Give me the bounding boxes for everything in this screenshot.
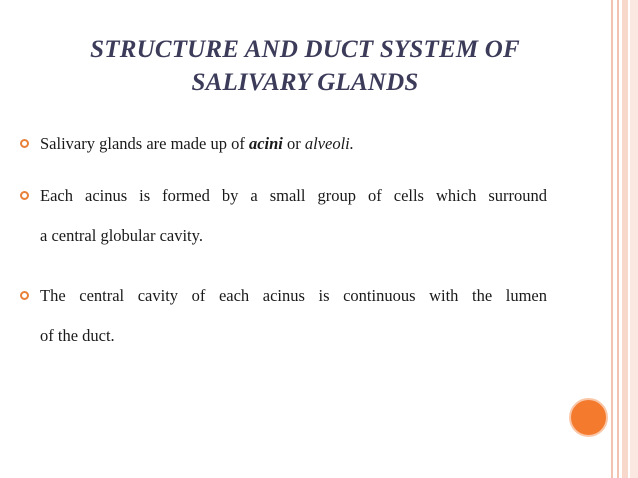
slide-title-line-1: STRUCTURE AND DUCT SYSTEM OF [90, 36, 520, 63]
emphasis-acini: acini [248, 134, 283, 153]
edge-stripe [617, 0, 619, 478]
bullet-line: The central cavity of each acinus is continuous with the lumen [40, 286, 547, 305]
bullet-line: Each acinus is formed by a small group of cells which surround [40, 186, 547, 205]
edge-stripe [611, 0, 613, 478]
bullet-line: of the duct. [40, 326, 115, 345]
slide-title-line-2: SALIVARY GLANDS [191, 69, 419, 96]
edge-stripe [622, 0, 628, 478]
bullet-text [40, 135, 547, 175]
bullet-text [40, 187, 547, 267]
edge-stripe [630, 0, 638, 478]
bullet-circle-icon [20, 291, 29, 300]
bullet-line [40, 135, 547, 175]
slide-title [40, 33, 570, 99]
text-run: Salivary glands are made up of [40, 134, 249, 153]
bullet-line: a central globular cavity. [40, 226, 203, 245]
emphasis-alveoli: alveoli. [304, 134, 354, 153]
bullet-circle-icon [20, 139, 29, 148]
bullet-text [40, 287, 547, 367]
bullet-circle-icon [20, 191, 29, 200]
text-run: or [282, 134, 305, 153]
decorative-circle [569, 398, 608, 437]
